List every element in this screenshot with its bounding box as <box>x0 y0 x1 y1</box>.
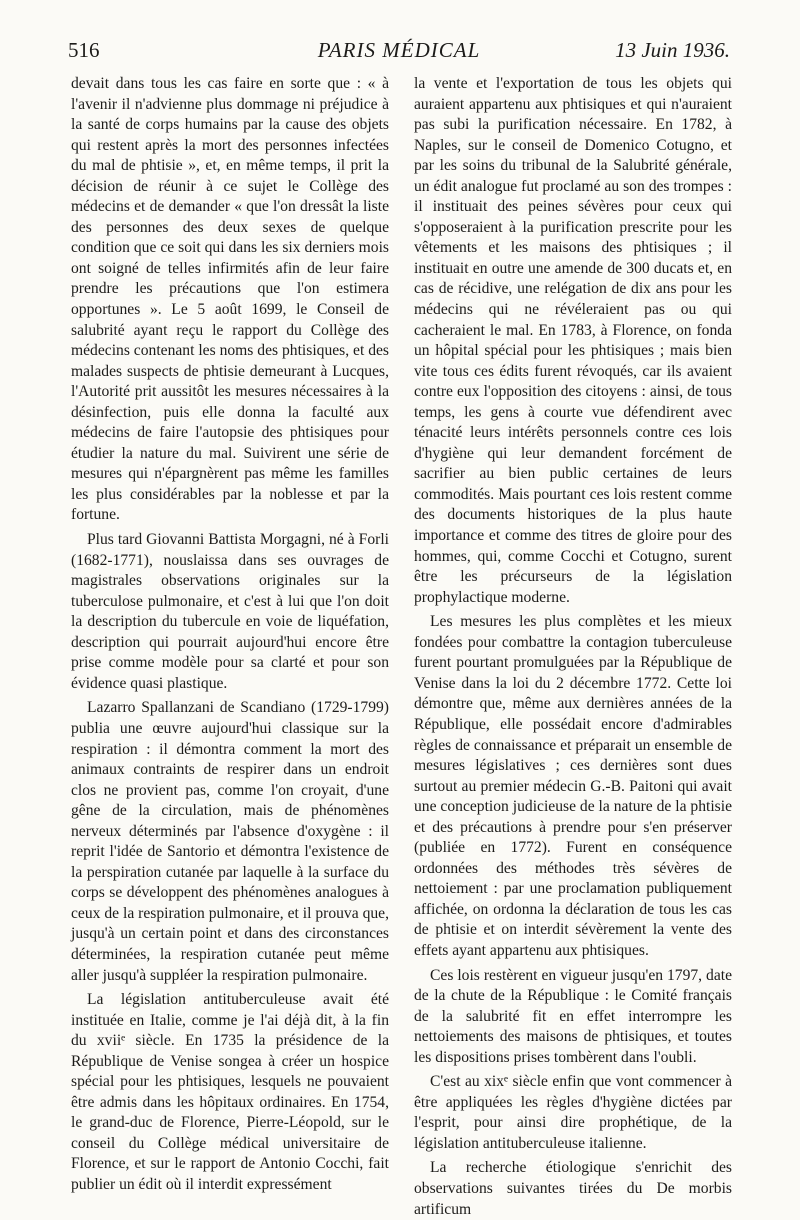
paragraph: Lazarro Spallanzani de Scandiano (1729-1799) publia une œuvre aujourd'hui classique sur la respiration : il démontra comment la mort des animaux contraints de respirer dans un endroit clos ne provient pas, comme l'on croyait, d'une gêne de la circulation, mais de phénomènes nerveux déterminés par l'absence d'oxygène : il reprit l'idée de Santorio et démontra l'existence de la perspiration cutanée par laquelle à la surface du corps se développent des phénomènes analogues à ceux de la respiration pulmonaire, et il prouva que, jusqu'à un certain point et dans des circonstances déterminées, la respiration cutanée peut même aller jusqu'à suppléer la respiration pulmonaire. <box>71 699 389 984</box>
paragraph: Plus tard Giovanni Battista Morgagni, né à Forli (1682-1771), nouslaissa dans ses ouvrages de magistrales observations originales sur la tuberculose pulmonaire, et c'est à lui que l'on doit la description du tubercule en voie de liquéfation, description qui pourrait aujourd'hui encore être prise comme modèle pour sa clarté et pour son évidence quasi plastique. <box>71 531 389 692</box>
paragraph: Ces lois restèrent en vigueur jusqu'en 1797, date de la chute de la République : le Comité français de la salubrité fit en effet interrompre les nettoiements des maisons de phtisiques, et toutes les dispositions prises tombèrent dans l'oubli. <box>414 966 732 1066</box>
paragraph: La législation antituberculeuse avait été instituée en Italie, comme je l'ai déjà dit, à la fin du xviiᵉ siècle. En 1735 la présidence de la République de Venise songea à créer un hospice spécial pour les phtisiques, lesquels ne pouvaient être admis dans les hôpitaux ordinaires. En 1754, le grand-duc de Florence, Pierre-Léopold, sur le conseil du Collège médical universitaire de Florence, et sur le rapport de Antonio Cocchi, fait publier un édit où il interdit expressément <box>71 991 389 1193</box>
paragraph: devait dans tous les cas faire en sorte que : « à l'avenir il n'advienne plus dommage ni préjudice à la santé de corps humains par la cause des objets qui restent après la mort des personnes infectées du mal de phtisie », et, en même temps, il prit la décision de réunir à ce sujet le Collège des médecins et de demander « que l'on dressât la liste des personnes des deux sexes de quelque condition que ce soit qui dans les six derniers mois ont soigné de telles infirmités afin de leur faire prendre les précautions que l'on estimera opportunes ». Le 5 août 1699, le Conseil de salubrité ayant reçu le rapport du Collège des médecins contenant les noms des phtisiques, et des malades suspects de phtisie demeurant à Lucques, l'Autorité prit aussitôt les mesures nécessaires à la désinfection, puis elle donna la faculté aux médecins de faire l'autopsie des phtisiques pour étudier la nature du mal. Suivirent une série de mesures qui n'épargnèrent pas même les familles les plus considérables par la noblesse et par la fortune. <box>71 75 389 524</box>
page-header <box>68 38 730 68</box>
page-number: 516 <box>68 38 100 62</box>
paragraph: C'est au xixᵉ siècle enfin que vont commencer à être appliquées les règles d'hygiène dictées par l'esprit, pour ainsi dire prophétique, de la législation antituberculeuse italienne. <box>414 1073 732 1152</box>
journal-title: PARIS MÉDICAL <box>317 38 481 62</box>
left-column <box>71 74 389 1196</box>
right-column <box>414 74 732 1220</box>
paragraph: Les mesures les plus complètes et les mieux fondées pour combattre la contagion tuberculeuse furent pourtant promulguées par la République de Venise dans la loi du 2 décembre 1772. Cette loi démontre que, même aux dernières années de la République, elle possédait encore d'admirables règles de connaissance et préparait un ensemble de mesures législatives ; ces dernières sont dues surtout au premier médecin G.-B. Paitoni qui avait une conception judicieuse de la nature de la phtisie et des précautions à prendre pour s'en préserver (publiée en 1772). Furent en conséquence ordonnées des méthodes très sévères de nettoiement : par une proclamation publiquement affichée, on ordonna la déclaration de tous les cas de phtisie et on interdit sévèrement la vente des effets ayant appartenu aux phtisiques. <box>414 613 732 959</box>
paragraph: la vente et l'exportation de tous les objets qui auraient appartenu aux phtisiques et qui n'auraient pas subi la purification nécessaire. En 1782, à Naples, sur le conseil de Domenico Cotugno, et par les soins du tribunal de la Salubrité générale, un édit analogue fut proclamé au son des trompes : il instituait des peines sévères pour ceux qui s'opposeraient à la purification prescrite pour les vêtements et les maisons des phtisiques ; il instituait en outre une amende de 300 ducats et, en cas de récidive, une relégation de dix ans pour les médecins qui ne révéleraient pas ou qui cacheraient le mal. En 1783, à Florence, on fonda un hôpital spécial pour les phtisiques ; mais bien vite tous ces édits furent révoqués, car ils avaient contre eux l'opposition des citoyens : ainsi, de tous temps, les gens à courte vue défendirent avec ténacité leurs intérêts personnels contre ces lois d'hygiène qui leur demandent forcément de sacrifier au bien public certaines de leurs commodités. Mais pourtant ces lois restent comme des documents historiques de la plus haute importance et comme des titres de gloire pour des hommes, qui, comme Cocchi et Cotugno, surent être les précurseurs de la législation prophylactique moderne. <box>414 75 732 606</box>
paragraph: La recherche étiologique s'enrichit des observations suivantes tirées du De morbis artificum <box>414 1159 732 1218</box>
issue-date: 13 Juin 1936. <box>615 38 730 62</box>
